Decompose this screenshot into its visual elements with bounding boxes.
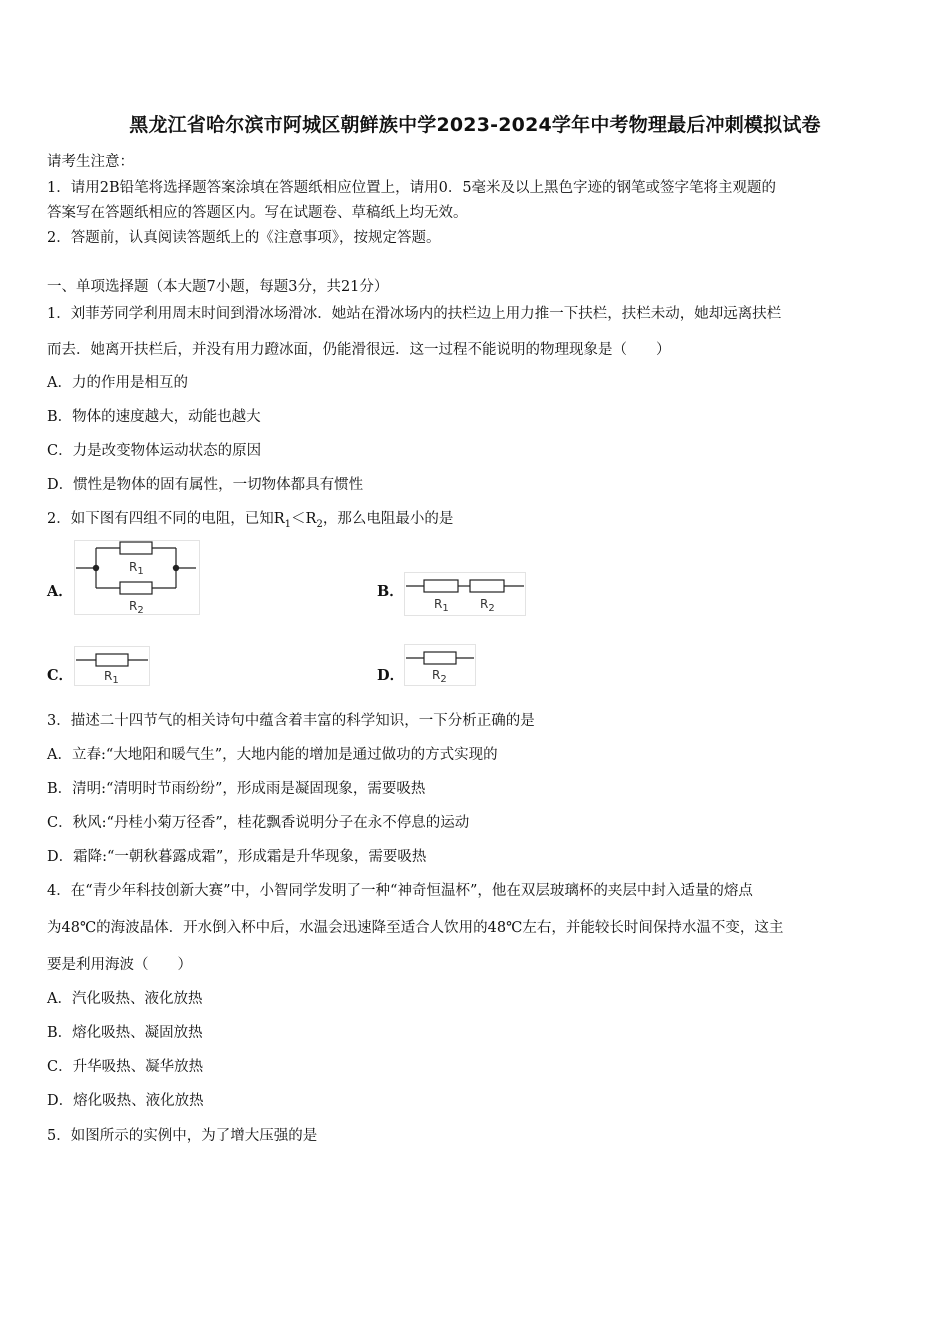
resistor-r2-label: R xyxy=(129,599,138,613)
notice-heading: 请考生注意： xyxy=(47,154,134,170)
subscript: 2 xyxy=(316,518,323,530)
subscript: 1 xyxy=(284,518,292,530)
question-2-label-d: D． xyxy=(377,667,405,684)
svg-text:R1: $R_1$ xyxy=(129,560,144,577)
question-3-stem: 3．描述二十四节气的相关诗句中蕴含着丰富的科学知识，一下分析正确的是 xyxy=(47,713,535,729)
question-1-stem: 1．刘菲芳同学利用周末时间到滑冰场滑冰．她站在滑冰场内的扶栏边上用力推一下扶栏，扶栏未动，她却远离扶栏 xyxy=(47,306,782,322)
question-4-option-c: C．升华吸热、凝华放热 xyxy=(47,1059,204,1075)
notice-item: 答案写在答题纸相应的答题区内。写在试题卷、草稿纸上均无效。 xyxy=(47,205,468,221)
exam-title: 黑龙江省哈尔滨市阿城区朝鲜族中学2023-2024学年中考物理最后冲刺模拟试卷 xyxy=(129,114,821,136)
svg-text:R2: $R_2$ xyxy=(432,668,447,685)
svg-text:R1: $R_1$ xyxy=(104,669,119,686)
question-4-stem: 为48℃的海波晶体．开水倒入杯中后，水温会迅速降至适合人饮用的48℃左右，并能较长时间保持水温不变，这主 xyxy=(47,920,784,936)
resistor-r1-label: R xyxy=(104,669,113,683)
notice-item: 1．请用2B铅笔将选择题答案涂填在答题纸相应位置上，请用0．5毫米及以上黑色字迹的钢笔或签字笔将主观题的 xyxy=(47,180,777,196)
question-1-option-d: D．惯性是物体的固有属性，一切物体都具有惯性 xyxy=(47,477,364,493)
question-1-stem: 而去．她离开扶栏后，并没有用力蹬冰面，仍能滑很远．这一过程不能说明的物理现象是（ ） xyxy=(47,342,671,358)
question-2-label-b: B． xyxy=(377,583,404,600)
resistor-r1-label: R xyxy=(434,597,443,611)
resistor-r1-label: R xyxy=(129,560,138,574)
question-4-stem: 要是利用海波（ ） xyxy=(47,957,192,973)
section-heading: 一、单项选择题（本大题7小题，每题3分，共21分） xyxy=(47,279,389,295)
circuit-c-r1 xyxy=(74,646,150,686)
question-2-label-c: C． xyxy=(47,667,74,684)
circuit-a-parallel xyxy=(74,540,200,615)
circuit-d-r2 xyxy=(404,644,476,686)
question-3-option-d: D．霜降:“一朝秋暮露成霜”，形成霜是升华现象，需要吸热 xyxy=(47,849,427,865)
question-1-option-c: C．力是改变物体运动状态的原因 xyxy=(47,443,262,459)
resistor-r2-label: R xyxy=(480,597,489,611)
question-3-option-a: A．立春:“大地阳和暖气生”，大地内能的增加是通过做功的方式实现的 xyxy=(47,747,498,763)
question-2-stem-post: ，那么电阻最小的是 xyxy=(322,511,454,527)
notice-item: 2．答题前，认真阅读答题纸上的《注意事项》，按规定答题。 xyxy=(47,230,441,246)
question-3-option-c: C．秋风:“丹桂小菊万径香”，桂花飘香说明分子在永不停息的运动 xyxy=(47,815,470,831)
less-than: ＜R xyxy=(291,511,317,527)
question-4-option-b: B．熔化吸热、凝固放热 xyxy=(47,1025,203,1041)
svg-text:R2: $R_2$ xyxy=(480,597,495,614)
question-4-stem: 4．在“青少年科技创新大赛”中，小智同学发明了一种“神奇恒温杯”，他在双层玻璃杯的夹层中封入适量的熔点 xyxy=(47,883,753,899)
question-4-option-a: A．汽化吸热、液化放热 xyxy=(47,991,203,1007)
resistor-r2-label: R xyxy=(432,668,441,682)
circuit-b-series xyxy=(404,572,526,616)
svg-text:R1: $R_1$ xyxy=(434,597,449,614)
question-5-stem: 5．如图所示的实例中，为了增大压强的是 xyxy=(47,1128,318,1144)
question-2-stem xyxy=(47,509,453,535)
question-1-option-b: B．物体的速度越大，动能也越大 xyxy=(47,409,261,425)
question-4-option-d: D．熔化吸热、液化放热 xyxy=(47,1093,204,1109)
question-1-option-a: A．力的作用是相互的 xyxy=(47,375,188,391)
question-2-stem-pre: 2．如下图有四组不同的电阻，已知R xyxy=(47,511,285,527)
question-2-label-a: A． xyxy=(47,583,73,600)
question-3-option-b: B．清明:“清明时节雨纷纷”，形成雨是凝固现象，需要吸热 xyxy=(47,781,426,797)
svg-text:R2: $R_2$ xyxy=(129,599,144,615)
